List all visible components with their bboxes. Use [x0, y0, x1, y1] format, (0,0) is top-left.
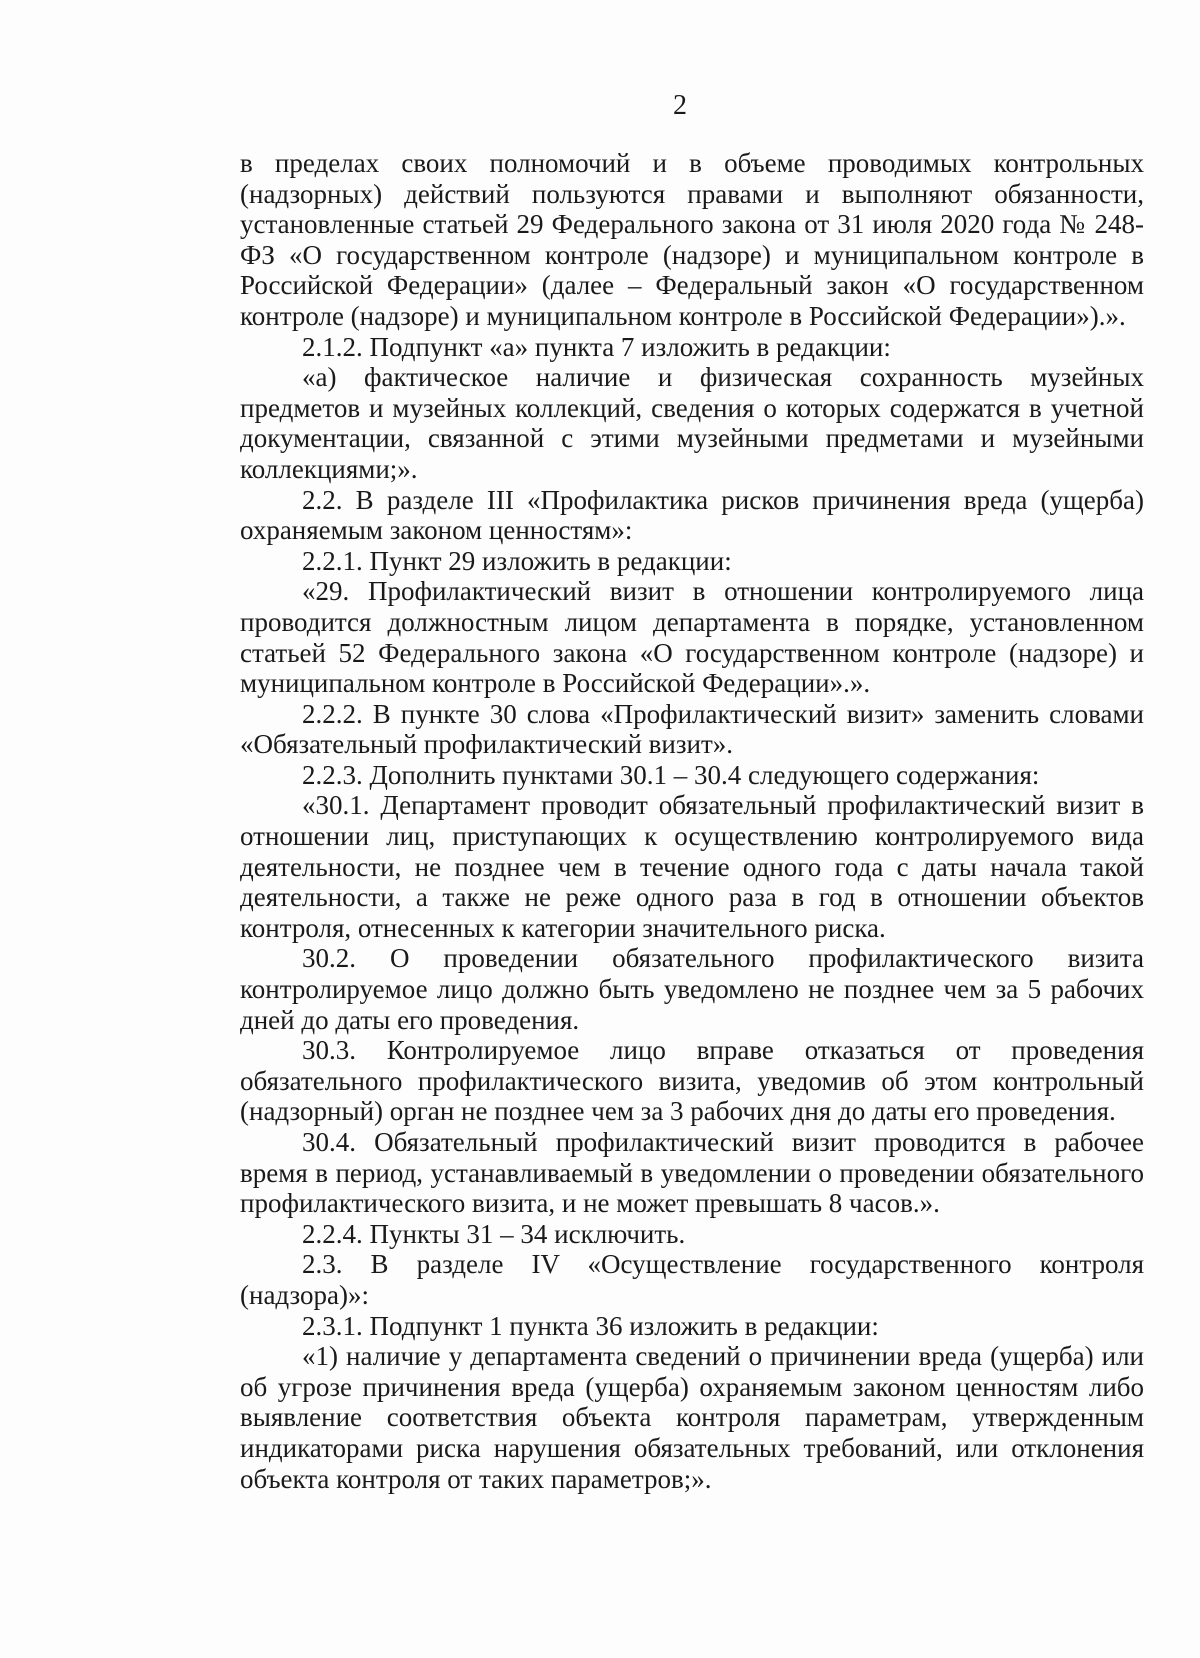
paragraph-subpoint-1: «1) наличие у департамента сведений о причинении вреда (ущерба) или об угрозе причинения вреда (ущерба) охраняемым законом ценностям либо выявление соответствия объекта контроля параметрам, утвержденным индикаторами риска нарушения обязательных требований, или отклонения объекта контроля от таких параметров;».: [240, 1341, 1144, 1494]
paragraph-2-2: 2.2. В разделе III «Профилактика рисков причинения вреда (ущерба) охраняемым законом ценностям»:: [240, 484, 1144, 546]
paragraph-point-30-2: 30.2. О проведении обязательного профилактического визита контролируемое лицо должно быть уведомлено не позднее чем за 5 рабочих дней до даты его проведения.: [240, 943, 1144, 1035]
paragraph-subpoint-a: «а) фактическое наличие и физическая сохранность музейных предметов и музейных коллекций, сведения о которых содержатся в учетной документации, связанной с этими музейными предметами и музейными коллекциями;».: [240, 362, 1144, 484]
paragraph-point-29: «29. Профилактический визит в отношении контролируемого лица проводится должностным лицом департамента в порядке, установленном статьей 52 Федерального закона «О государственном контроле (надзоре) и муниципальном контроле в Российской Федерации».».: [240, 576, 1144, 699]
page-number: 2: [673, 90, 687, 121]
paragraph-2-3: 2.3. В разделе IV «Осуществление государственного контроля (надзора)»:: [240, 1249, 1144, 1310]
paragraph-2-2-4: 2.2.4. Пункты 31 – 34 исключить.: [302, 1218, 686, 1249]
paragraph-continuation: в пределах своих полномочий и в объеме проводимых контрольных (надзорных) действий пользуются правами и выполняют обязанности, установленные статьей 29 Федерального закона от 31 июля 2020 года № 248-ФЗ «О государственном контроле (надзоре) и муниципальном контроле в Российской Федерации» (далее – Федеральный закон «О государственном контроле (надзоре) и муниципальном контроле в Российской Федерации»).».: [240, 148, 1144, 331]
paragraph-point-30-3: 30.3. Контролируемое лицо вправе отказаться от проведения обязательного профилактического визита, уведомив об этом контрольный (надзорный) орган не позднее чем за 3 рабочих дня до даты его проведения.: [240, 1035, 1144, 1127]
paragraph-2-1-2: 2.1.2. Подпункт «а» пункта 7 изложить в редакции:: [302, 331, 891, 362]
paragraph-2-2-1: 2.2.1. Пункт 29 изложить в редакции:: [302, 545, 732, 576]
paragraph-point-30-1: «30.1. Департамент проводит обязательный профилактический визит в отношении лиц, приступающих к осуществлению контролируемого вида деятельности, не позднее чем в течение одного года с даты начала такой деятельности, а также не реже одного раза в год в отношении объектов контроля, отнесенных к категории значительного риска.: [240, 790, 1144, 943]
paragraph-point-30-4: 30.4. Обязательный профилактический визит проводится в рабочее время в период, устанавливаемый в уведомлении о проведении обязательного профилактического визита, и не может превышать 8 часов.».: [240, 1127, 1144, 1219]
paragraph-2-3-1: 2.3.1. Подпункт 1 пункта 36 изложить в редакции:: [302, 1310, 879, 1341]
document-body: [240, 148, 1144, 1494]
paragraph-2-2-3: 2.2.3. Дополнить пунктами 30.1 – 30.4 следующего содержания:: [302, 759, 1040, 790]
paragraph-2-2-2: 2.2.2. В пункте 30 слова «Профилактический визит» заменить словами «Обязательный профилактический визит».: [240, 698, 1144, 760]
